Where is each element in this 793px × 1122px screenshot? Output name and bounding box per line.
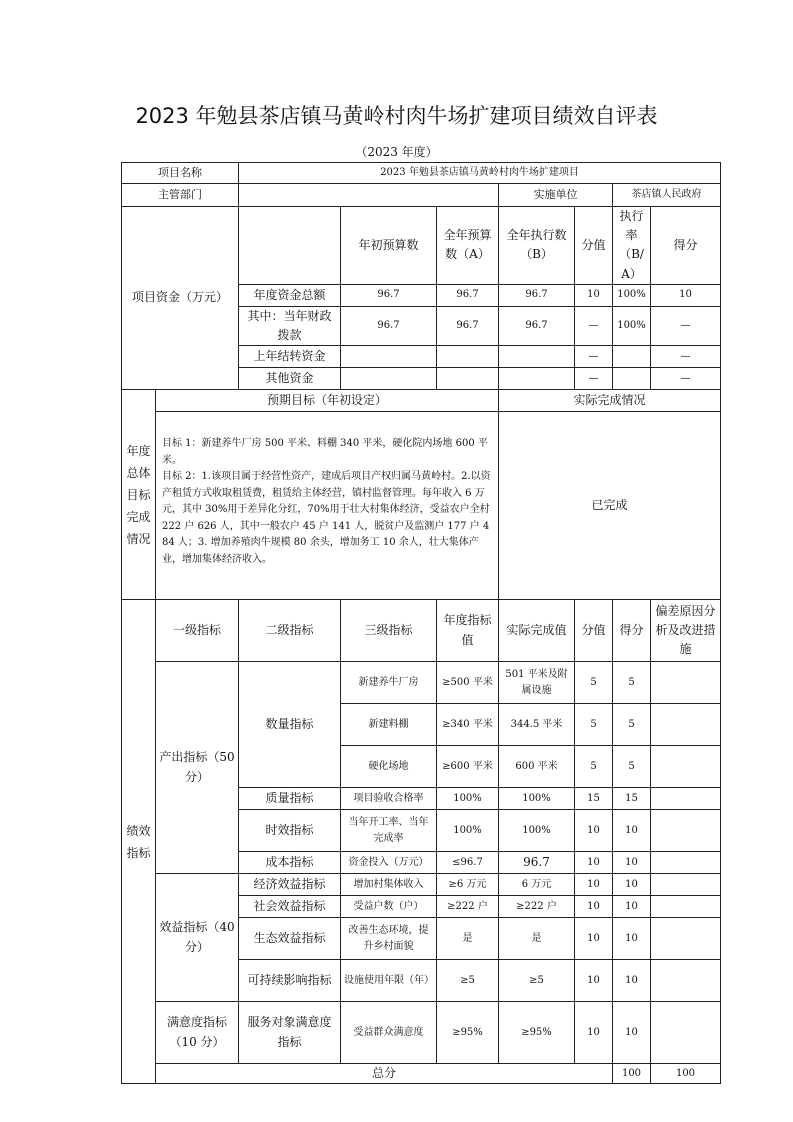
- funds-header-annual: 全年预算数（A）: [437, 207, 499, 285]
- target-cell: 是: [437, 918, 499, 960]
- deviation-cell: [651, 810, 721, 852]
- project-name-value: 2023 年勉县茶店镇马黄岭村肉牛场扩建项目: [239, 163, 721, 184]
- deviation-cell: [651, 874, 721, 896]
- level3-cell: 增加村集体收入: [341, 874, 437, 896]
- target-cell: 100%: [437, 810, 499, 852]
- funds-header-rate: 执行率（B/A）: [613, 207, 651, 285]
- cost-indicator-label: 成本指标: [239, 852, 341, 874]
- weight-cell: 10: [575, 810, 613, 852]
- deviation-cell: [651, 1002, 721, 1064]
- deviation-cell: [651, 788, 721, 810]
- funds-row-executed: 96.7: [499, 284, 575, 306]
- score-cell: 10: [613, 810, 651, 852]
- funds-header-weight: 分值: [575, 207, 613, 285]
- goal-1-text: 目标 1：新建养牛厂房 500 平米、料棚 340 平米，硬化院内场地 600 平米。: [162, 438, 488, 466]
- level3-cell: 改善生态环境，提升乡村面貌: [341, 918, 437, 960]
- score-cell: 15: [613, 788, 651, 810]
- score-cell: 10: [613, 874, 651, 896]
- funds-header-executed: 全年执行数（B）: [499, 207, 575, 285]
- funds-row-executed: [499, 368, 575, 390]
- impl-value: 茶店镇人民政府: [613, 184, 721, 207]
- level3-cell: 受益户数（户）: [341, 896, 437, 918]
- weight-cell: 5: [575, 704, 613, 746]
- total-label: 总分: [156, 1064, 613, 1084]
- funds-row-score: —: [651, 306, 721, 345]
- actual-cell: 344.5 平米: [499, 704, 575, 746]
- weight-cell: 10: [575, 1002, 613, 1064]
- target-cell: ≥222 户: [437, 896, 499, 918]
- project-name-row: [122, 163, 721, 184]
- quality-indicator-label: 质量指标: [239, 788, 341, 810]
- funds-row-annual: [437, 346, 499, 368]
- actual-cell: 是: [499, 918, 575, 960]
- impl-label: 实施单位: [499, 184, 613, 207]
- score-cell: 10: [613, 918, 651, 960]
- level3-cell: 设施使用年限（年）: [341, 960, 437, 1002]
- actual-completion-header: 实际完成情况: [499, 390, 721, 412]
- actual-cell: 96.7: [499, 852, 575, 874]
- funds-row-score: 10: [651, 284, 721, 306]
- expected-goal-header: 预期目标（年初设定）: [156, 390, 499, 412]
- target-cell: ≥600 平米: [437, 746, 499, 788]
- deviation-header: 偏差原因分析及改进措施: [651, 600, 721, 662]
- expected-goals-text: [156, 412, 499, 600]
- actual-cell: 600 平米: [499, 746, 575, 788]
- output-indicator-label: 产出指标（50 分）: [156, 662, 239, 874]
- target-cell: ≥6 万元: [437, 874, 499, 896]
- deviation-cell: [651, 896, 721, 918]
- funds-row-annual: 96.7: [437, 306, 499, 345]
- funds-header-initial: 年初预算数: [341, 207, 437, 285]
- page-title: 2023 年勉县茶店镇马黄岭村肉牛场扩建项目绩效自评表: [135, 104, 658, 128]
- evaluation-table: [121, 162, 721, 1084]
- funds-row-rate: [613, 368, 651, 390]
- dept-label: 主管部门: [122, 184, 239, 207]
- score-cell: 5: [613, 662, 651, 704]
- actual-header: 实际完成值: [499, 600, 575, 662]
- funds-header-score: 得分: [651, 207, 721, 285]
- actual-cell: 100%: [499, 810, 575, 852]
- funds-row-weight: —: [575, 306, 613, 345]
- indicator-row: [122, 874, 721, 896]
- funds-row-score: —: [651, 346, 721, 368]
- funds-row-rate: [613, 346, 651, 368]
- deviation-cell: [651, 746, 721, 788]
- timeliness-indicator-label: 时效指标: [239, 810, 341, 852]
- level3-cell: 新建料棚: [341, 704, 437, 746]
- benefit-indicator-label: 效益指标（40 分）: [156, 874, 239, 1002]
- weight-cell: 5: [575, 746, 613, 788]
- indicator-row: [122, 662, 721, 704]
- quantity-indicator-label: 数量指标: [239, 662, 341, 788]
- indicators-section-label: 绩效指标: [122, 600, 156, 1084]
- funds-row-initial: 96.7: [341, 306, 437, 345]
- funds-row-initial: [341, 346, 437, 368]
- weight-cell: 10: [575, 852, 613, 874]
- level2-cell: 社会效益指标: [239, 896, 341, 918]
- level1-header: 一级指标: [156, 600, 239, 662]
- funds-row-weight: —: [575, 346, 613, 368]
- funds-row-rate: 100%: [613, 284, 651, 306]
- actual-cell: ≥5: [499, 960, 575, 1002]
- weight-cell: 15: [575, 788, 613, 810]
- funds-header-row: [122, 207, 721, 285]
- level2-cell: 服务对象满意度指标: [239, 1002, 341, 1064]
- goals-section-label: 年度总体目标完成情况: [122, 390, 156, 600]
- level3-cell: 硬化场地: [341, 746, 437, 788]
- funds-row-name: 年度资金总额: [239, 284, 341, 306]
- weight-cell: 5: [575, 662, 613, 704]
- indicator-row: [122, 1002, 721, 1064]
- satisfaction-indicator-label: 满意度指标（10 分）: [156, 1002, 239, 1064]
- level3-cell: 受益群众满意度: [341, 1002, 437, 1064]
- level3-cell: 资金投入（万元）: [341, 852, 437, 874]
- funds-row-name: 上年结转资金: [239, 346, 341, 368]
- total-score: 100: [651, 1064, 721, 1084]
- goals-header-row: [122, 390, 721, 412]
- funds-row-score: —: [651, 368, 721, 390]
- department-row: [122, 184, 721, 207]
- deviation-cell: [651, 918, 721, 960]
- target-cell: ≥95%: [437, 1002, 499, 1064]
- actual-cell: ≥222 户: [499, 896, 575, 918]
- total-weight: 100: [613, 1064, 651, 1084]
- goal-2-text: 目标 2：1.该项目属于经营性资产，建成后项目产权归属马黄岭村。2.以资产租赁方式收取租赁费，租赁给主体经营，镇村监督管理。每年收入 6 万元，其中 30%用于差异化分红，70%用于壮大村集体经济，受益农户全村 222 户 626 人，其中一般农户 45 户 141 人，脱贫户及监测户 177 户 484 人；3. 增加养殖肉牛规模 80 余头，增加务工 10 余人，壮大集体产业，增加集体经济收入。: [162, 471, 491, 565]
- score-cell: 10: [613, 1002, 651, 1064]
- actual-cell: 501 平米及附属设施: [499, 662, 575, 704]
- funds-row-name: 其中：当年财政拨款: [239, 306, 341, 345]
- indicator-header-row: [122, 600, 721, 662]
- page-subtitle: （2023 年度）: [355, 145, 438, 159]
- level2-header: 二级指标: [239, 600, 341, 662]
- funds-row-name: 其他资金: [239, 368, 341, 390]
- deviation-cell: [651, 852, 721, 874]
- goals-row: [122, 412, 721, 600]
- target-cell: ≥5: [437, 960, 499, 1002]
- weight-cell: 10: [575, 960, 613, 1002]
- target-cell: ≥500 平米: [437, 662, 499, 704]
- target-cell: ≥340 平米: [437, 704, 499, 746]
- weight-header: 分值: [575, 600, 613, 662]
- deviation-cell: [651, 960, 721, 1002]
- level2-cell: 生态效益指标: [239, 918, 341, 960]
- score-header: 得分: [613, 600, 651, 662]
- score-cell: 10: [613, 852, 651, 874]
- target-cell: ≤96.7: [437, 852, 499, 874]
- level2-cell: 可持续影响指标: [239, 960, 341, 1002]
- actual-completion-value: 已完成: [499, 412, 721, 600]
- dept-value: [239, 184, 499, 207]
- funds-row-weight: 10: [575, 284, 613, 306]
- score-cell: 5: [613, 704, 651, 746]
- funds-row-weight: —: [575, 368, 613, 390]
- deviation-cell: [651, 662, 721, 704]
- funds-row-rate: 100%: [613, 306, 651, 345]
- score-cell: 5: [613, 746, 651, 788]
- score-cell: 10: [613, 896, 651, 918]
- funds-row-initial: 96.7: [341, 284, 437, 306]
- funds-row-executed: [499, 346, 575, 368]
- actual-cell: ≥95%: [499, 1002, 575, 1064]
- funds-row-annual: 96.7: [437, 284, 499, 306]
- funds-header-blank: [239, 207, 341, 285]
- level3-cell: 当年开工率、当年完成率: [341, 810, 437, 852]
- funds-label: 项目资金（万元）: [122, 207, 239, 390]
- score-cell: 10: [613, 960, 651, 1002]
- target-cell: 100%: [437, 788, 499, 810]
- weight-cell: 10: [575, 874, 613, 896]
- funds-row-initial: [341, 368, 437, 390]
- funds-row-annual: [437, 368, 499, 390]
- level3-cell: 项目验收合格率: [341, 788, 437, 810]
- total-row: [122, 1064, 721, 1084]
- project-name-label: 项目名称: [122, 163, 239, 184]
- weight-cell: 10: [575, 918, 613, 960]
- actual-cell: 100%: [499, 788, 575, 810]
- funds-row-executed: 96.7: [499, 306, 575, 345]
- actual-cell: 6 万元: [499, 874, 575, 896]
- deviation-cell: [651, 704, 721, 746]
- level2-cell: 经济效益指标: [239, 874, 341, 896]
- level3-header: 三级指标: [341, 600, 437, 662]
- target-header: 年度指标值: [437, 600, 499, 662]
- level3-cell: 新建养牛厂房: [341, 662, 437, 704]
- weight-cell: 10: [575, 896, 613, 918]
